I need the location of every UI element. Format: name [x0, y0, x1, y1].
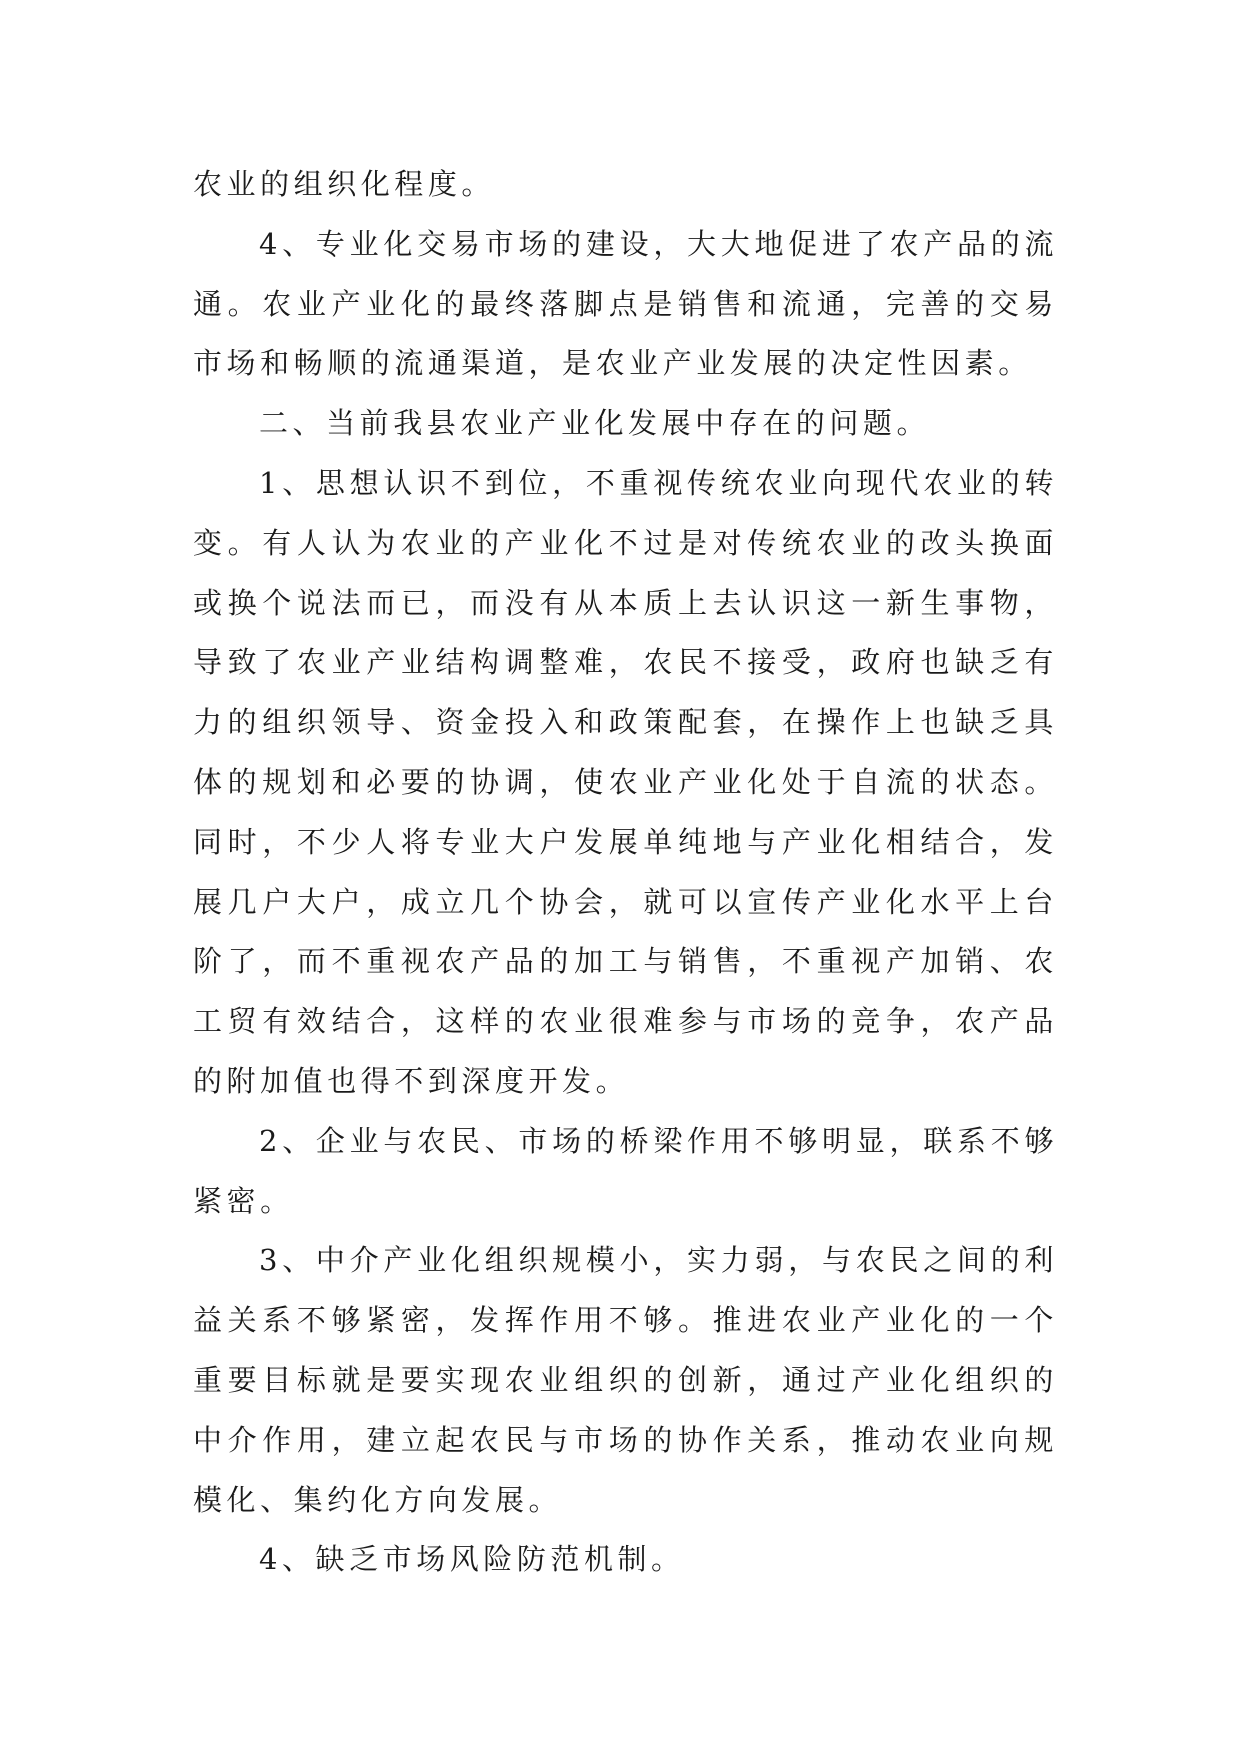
paragraph-market-construction: 4、专业化交易市场的建设，大大地促进了农产品的流通。农业产业化的最终落脚点是销售和流通，完善的交易市场和畅顺的流通渠道，是农业产业发展的决定性因素。	[193, 226, 1058, 381]
paragraph-enterprise-bridge: 2、企业与农民、市场的桥梁作用不够明显，联系不够紧密。	[193, 1123, 1058, 1218]
paragraph-risk-mechanism: 4、缺乏市场风险防范机制。	[259, 1542, 685, 1577]
paragraph-continuation: 农业的组织化程度。	[193, 167, 495, 201]
paragraph-awareness-issue: 1、思想认识不到位，不重视传统农业向现代农业的转变。有人认为农业的产业化不过是对传统农业的改头换面或换个说法而已，而没有从本质上去认识这一新生事物，导致了农业产业结构调整难，农民不接受，政府也缺乏有力的组织领导、资金投入和政策配套，在操作上也缺乏具体的规划和必要的协调，使农业产业化处于自流的状态。同时，不少人将专业大户发展单纯地与产业化相结合，发展几户大户，成立几个协会，就可以宣传产业化水平上台阶了，而不重视农产品的加工与销售，不重视产加销、农工贸有效结合，这样的农业很难参与市场的竞争，农产品的附加值也得不到深度开发。	[193, 465, 1058, 1098]
section-heading-problems: 二、当前我县农业产业化发展中存在的问题。	[259, 406, 931, 441]
document-body	[193, 155, 1058, 1590]
paragraph-intermediary-organizations: 3、中介产业化组织规模小，实力弱，与农民之间的利益关系不够紧密，发挥作用不够。推进农业产业化的一个重要目标就是要实现农业组织的创新，通过产业化组织的中介作用，建立起农民与市场的协作关系，推动农业向规模化、集约化方向发展。	[193, 1243, 1058, 1517]
